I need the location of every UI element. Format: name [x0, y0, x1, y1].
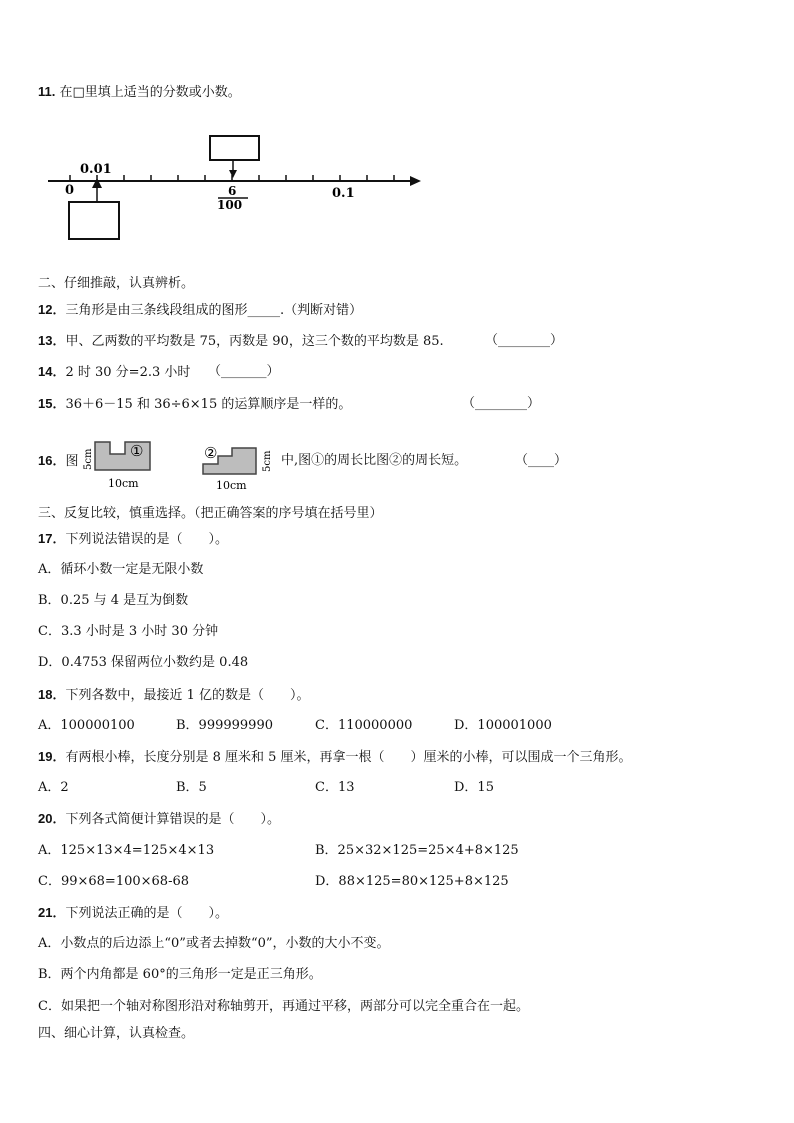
label-0-1: 0.1 — [332, 186, 355, 201]
option-c[interactable]: C．如果把一个轴对称图形沿对称轴剪开，再通过平移，两部分可以完全重合在一起。 — [38, 999, 529, 1014]
question-number: 13． — [38, 333, 66, 348]
question-text-pre: 图 — [65, 454, 79, 469]
question-text: 下列说法正确的是（ ）。 — [65, 906, 228, 921]
fig1-width-label: 10cm — [108, 477, 139, 490]
question-text: 甲、乙两数的平均数是 75，丙数是 90，这三个数的平均数是 85. — [65, 334, 444, 349]
bottom-answer-box — [69, 202, 119, 239]
question-14 — [38, 363, 190, 382]
figure-1 — [80, 432, 180, 494]
question-text: 三角形是由三条线段组成的图形_____.（判断对错） — [65, 303, 363, 318]
fraction-numerator: 6 — [228, 184, 237, 198]
option-d[interactable]: D．88×125=80×125+8×125 — [315, 874, 509, 889]
question-18 — [38, 686, 310, 705]
question-number: 11. — [38, 84, 56, 99]
question-number: 16． — [38, 453, 66, 468]
option-a[interactable]: A．循环小数一定是无限小数 — [38, 562, 204, 577]
answer-blank[interactable]: （_______） — [208, 364, 280, 379]
question-number: 20． — [38, 811, 66, 826]
option-b[interactable]: B．25×32×125=25×4+8×125 — [315, 843, 519, 858]
fig2-circle-label: ② — [204, 444, 218, 462]
question-number: 21． — [38, 905, 66, 920]
question-19 — [38, 748, 632, 767]
question-text: 36＋6－15 和 36÷6×15 的运算顺序是一样的。 — [65, 397, 352, 412]
question-number: 17． — [38, 531, 66, 546]
question-12 — [38, 301, 362, 320]
fig2-width-label: 10cm — [216, 479, 247, 492]
fig1-height-label: 5cm — [83, 448, 94, 470]
option-b[interactable]: B．999999990 — [176, 718, 273, 733]
question-13 — [38, 332, 444, 351]
option-a[interactable]: A．2 — [38, 780, 69, 795]
question-16-text: 中,图①的周长比图②的周长短。 — [281, 453, 468, 468]
question-number: 19． — [38, 749, 66, 764]
section-4-title: 四、细心计算，认真检查。 — [38, 1026, 195, 1041]
option-c[interactable]: C．3.3 小时是 3 小时 30 分钟 — [38, 624, 219, 639]
option-d[interactable]: D．15 — [454, 780, 494, 795]
question-text: 下列说法错误的是（ ）。 — [65, 532, 228, 547]
answer-blank[interactable]: （________） — [485, 333, 564, 348]
option-b[interactable]: B．5 — [176, 780, 207, 795]
question-number: 12． — [38, 302, 66, 317]
question-text: 下列各式简便计算错误的是（ ）。 — [65, 812, 280, 827]
number-line-figure — [40, 128, 440, 246]
option-a[interactable]: A．100000100 — [38, 718, 135, 733]
fig2-height-label: 5cm — [262, 450, 273, 472]
fig1-circle-label: ① — [130, 442, 144, 460]
question-text: 下列各数中，最接近 1 亿的数是（ ）。 — [65, 688, 310, 703]
question-text: 在□里填上适当的分数或小数。 — [59, 85, 241, 100]
option-d[interactable]: D．100001000 — [454, 718, 552, 733]
answer-blank[interactable]: （________） — [462, 396, 541, 411]
option-a[interactable]: A．小数点的后边添上“0”或者去掉数“0”，小数的大小不变。 — [38, 936, 390, 951]
question-20 — [38, 810, 280, 829]
question-21 — [38, 904, 228, 923]
question-17 — [38, 530, 228, 549]
question-text: 有两根小棒，长度分别是 8 厘米和 5 厘米，再拿一根（ ）厘米的小棒，可以围成一个三角形。 — [65, 750, 632, 765]
question-number: 18． — [38, 687, 66, 702]
answer-blank[interactable]: （____） — [515, 453, 568, 468]
option-b[interactable]: B．两个内角都是 60°的三角形一定是正三角形。 — [38, 967, 322, 982]
option-b[interactable]: B．0.25 与 4 是互为倒数 — [38, 593, 189, 608]
top-answer-box — [210, 136, 259, 160]
question-15 — [38, 395, 351, 414]
label-0-01: 0.01 — [80, 162, 112, 177]
fraction-denominator: 100 — [217, 198, 243, 212]
option-c[interactable]: C．110000000 — [315, 718, 413, 733]
option-c[interactable]: C．99×68=100×68-68 — [38, 874, 189, 889]
option-a[interactable]: A．125×13×4=125×4×13 — [38, 843, 215, 858]
question-text: 2 时 30 分=2.3 小时 — [65, 365, 191, 380]
section-2-title: 二、仔细推敲，认真辨析。 — [38, 276, 195, 291]
option-c[interactable]: C．13 — [315, 780, 355, 795]
question-11 — [38, 83, 241, 102]
label-0: 0 — [65, 183, 75, 198]
question-number: 15． — [38, 396, 66, 411]
question-16 — [38, 452, 78, 471]
axis-arrow-head — [410, 176, 421, 186]
top-arrow-head — [229, 170, 237, 178]
section-3-title: 三、反复比较，慎重选择。（把正确答案的序号填在括号里） — [38, 506, 383, 521]
option-d[interactable]: D．0.4753 保留两位小数约是 0.48 — [38, 655, 249, 670]
question-number: 14． — [38, 364, 66, 379]
figure-2 — [198, 438, 283, 496]
